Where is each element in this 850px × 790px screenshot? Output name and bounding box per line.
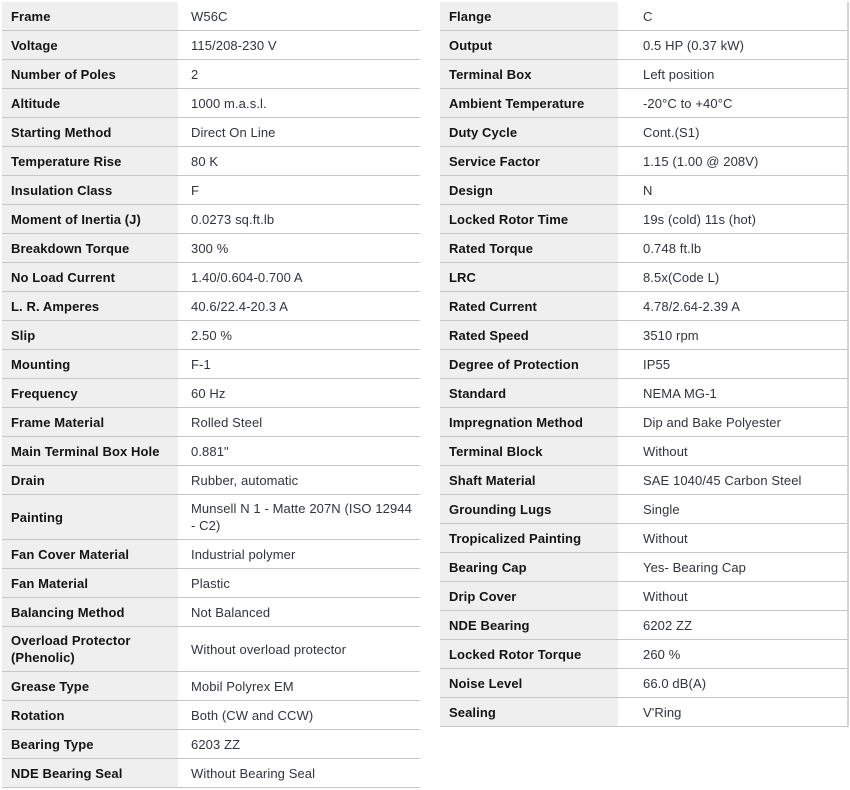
spec-value: 1000 m.a.s.l.	[191, 95, 267, 111]
spec-value: 2	[191, 66, 199, 82]
spec-label: Mounting	[2, 350, 178, 378]
spec-label: Starting Method	[2, 118, 178, 146]
spec-row	[440, 408, 847, 437]
spec-label: Grounding Lugs	[440, 495, 618, 523]
spec-label: Drain	[2, 466, 178, 494]
spec-label: Slip	[2, 321, 178, 349]
spec-value: Rubber, automatic	[191, 472, 299, 488]
spec-label: Drip Cover	[440, 582, 618, 610]
spec-row	[2, 350, 420, 379]
spec-value: 4.78/2.64-2.39 A	[643, 298, 741, 314]
spec-row	[2, 437, 420, 466]
spec-row	[2, 701, 420, 730]
spec-label: Service Factor	[440, 147, 618, 175]
spec-value: F	[191, 182, 200, 198]
spec-row	[2, 118, 420, 147]
spec-value: Without overload protector	[191, 641, 347, 657]
spec-row	[440, 640, 847, 669]
spec-value: Without	[643, 530, 688, 546]
spec-value: Not Balanced	[191, 604, 271, 620]
spec-row	[440, 205, 847, 234]
spec-row	[440, 495, 847, 524]
spec-label: Degree of Protection	[440, 350, 618, 378]
spec-label: LRC	[440, 263, 618, 291]
spec-label: Main Terminal Box Hole	[2, 437, 178, 465]
spec-row	[440, 524, 847, 553]
spec-value: 0.0273 sq.ft.lb	[191, 211, 275, 227]
spec-label: Rated Torque	[440, 234, 618, 262]
spec-row	[440, 292, 847, 321]
spec-value: Industrial polymer	[191, 546, 296, 562]
spec-value: Left position	[643, 66, 715, 82]
spec-label: Terminal Block	[440, 437, 618, 465]
spec-value: 3510 rpm	[643, 327, 699, 343]
spec-value: Single	[643, 501, 680, 517]
spec-value: 6202 ZZ	[643, 617, 693, 633]
spec-value: N	[643, 182, 653, 198]
spec-row	[2, 598, 420, 627]
spec-table-left	[2, 2, 420, 788]
spec-value: Without Bearing Seal	[191, 765, 316, 781]
spec-row	[2, 2, 420, 31]
spec-row	[2, 292, 420, 321]
spec-row	[440, 582, 847, 611]
spec-row	[440, 89, 847, 118]
spec-row	[2, 263, 420, 292]
spec-row	[2, 730, 420, 759]
spec-row	[2, 466, 420, 495]
spec-label: NDE Bearing	[440, 611, 618, 639]
spec-value: 6203 ZZ	[191, 736, 241, 752]
spec-value: 2.50 %	[191, 327, 233, 343]
spec-label: Shaft Material	[440, 466, 618, 494]
spec-row	[2, 672, 420, 701]
spec-row	[2, 408, 420, 437]
spec-value: 1.40/0.604-0.700 A	[191, 269, 303, 285]
spec-row	[2, 60, 420, 89]
spec-row	[2, 147, 420, 176]
spec-value: 0.5 HP (0.37 kW)	[643, 37, 745, 53]
spec-label: Frame Material	[2, 408, 178, 436]
spec-value: 300 %	[191, 240, 229, 256]
spec-value: Mobil Polyrex EM	[191, 678, 294, 694]
spec-value: 40.6/22.4-20.3 A	[191, 298, 289, 314]
spec-row	[440, 31, 847, 60]
spec-label: Frame	[2, 2, 178, 30]
spec-table-right	[440, 2, 849, 727]
spec-label: Ambient Temperature	[440, 89, 618, 117]
spec-label: Voltage	[2, 31, 178, 59]
spec-label: Overload Protector (Phenolic)	[2, 627, 178, 671]
spec-row	[2, 31, 420, 60]
spec-label: Flange	[440, 2, 618, 30]
spec-label: Breakdown Torque	[2, 234, 178, 262]
spec-value: Cont.(S1)	[643, 124, 700, 140]
spec-label: Bearing Cap	[440, 553, 618, 581]
spec-label: Altitude	[2, 89, 178, 117]
spec-value: NEMA MG-1	[643, 385, 717, 401]
spec-label: Rotation	[2, 701, 178, 729]
spec-row	[2, 495, 420, 540]
spec-label: Output	[440, 31, 618, 59]
spec-value: Both (CW and CCW)	[191, 707, 314, 723]
spec-value: Without	[643, 588, 688, 604]
spec-row	[2, 321, 420, 350]
spec-row	[440, 118, 847, 147]
spec-label: L. R. Amperes	[2, 292, 178, 320]
spec-value: V'Ring	[643, 704, 682, 720]
spec-value: F-1	[191, 356, 211, 372]
spec-value: Munsell N 1 - Matte 207N (ISO 12944 - C2)	[191, 501, 412, 533]
spec-label: Locked Rotor Torque	[440, 640, 618, 668]
spec-row	[2, 627, 420, 672]
spec-label: Sealing	[440, 698, 618, 726]
spec-label: Duty Cycle	[440, 118, 618, 146]
spec-label: Grease Type	[2, 672, 178, 700]
spec-label: Moment of Inertia (J)	[2, 205, 178, 233]
spec-label: NDE Bearing Seal	[2, 759, 178, 787]
spec-value: C	[643, 8, 653, 24]
spec-value: SAE 1040/45 Carbon Steel	[643, 472, 802, 488]
spec-row	[440, 147, 847, 176]
spec-row	[440, 263, 847, 292]
spec-row	[2, 569, 420, 598]
spec-row	[440, 234, 847, 263]
spec-label: Standard	[440, 379, 618, 407]
spec-label: Painting	[2, 495, 178, 539]
spec-row	[440, 437, 847, 466]
spec-label: Rated Current	[440, 292, 618, 320]
spec-value: 115/208-230 V	[191, 37, 277, 53]
spec-label: Fan Cover Material	[2, 540, 178, 568]
spec-row	[2, 234, 420, 263]
spec-label: Number of Poles	[2, 60, 178, 88]
spec-row	[440, 176, 847, 205]
spec-label: No Load Current	[2, 263, 178, 291]
spec-value: IP55	[643, 356, 671, 372]
spec-row	[440, 611, 847, 640]
spec-value: W56C	[191, 8, 228, 24]
spec-row	[440, 321, 847, 350]
spec-label: Impregnation Method	[440, 408, 618, 436]
spec-row	[440, 553, 847, 582]
spec-label: Frequency	[2, 379, 178, 407]
spec-value: 19s (cold) 11s (hot)	[643, 211, 757, 227]
spec-label: Fan Material	[2, 569, 178, 597]
spec-value: Direct On Line	[191, 124, 276, 140]
spec-label: Temperature Rise	[2, 147, 178, 175]
spec-value: 60 Hz	[191, 385, 226, 401]
spec-row	[440, 350, 847, 379]
spec-row	[2, 89, 420, 118]
spec-row	[440, 698, 847, 727]
spec-label: Terminal Box	[440, 60, 618, 88]
spec-row	[2, 176, 420, 205]
spec-label: Locked Rotor Time	[440, 205, 618, 233]
spec-value: Without	[643, 443, 688, 459]
spec-value: Dip and Bake Polyester	[643, 414, 782, 430]
spec-value: Yes- Bearing Cap	[643, 559, 747, 575]
spec-label: Bearing Type	[2, 730, 178, 758]
spec-label: Tropicalized Painting	[440, 524, 618, 552]
spec-label: Rated Speed	[440, 321, 618, 349]
spec-value: 8.5x(Code L)	[643, 269, 720, 285]
spec-label: Noise Level	[440, 669, 618, 697]
spec-value: 260 %	[643, 646, 681, 662]
spec-label: Design	[440, 176, 618, 204]
spec-value: 0.881"	[191, 443, 229, 459]
spec-row	[2, 379, 420, 408]
spec-value: 80 K	[191, 153, 219, 169]
spec-label: Insulation Class	[2, 176, 178, 204]
spec-row	[440, 669, 847, 698]
spec-row	[440, 379, 847, 408]
spec-value: Rolled Steel	[191, 414, 263, 430]
spec-row	[2, 540, 420, 569]
spec-row	[440, 60, 847, 89]
spec-row	[2, 205, 420, 234]
spec-value: 1.15 (1.00 @ 208V)	[643, 153, 759, 169]
spec-value: 66.0 dB(A)	[643, 675, 707, 691]
spec-value: Plastic	[191, 575, 230, 591]
spec-label: Balancing Method	[2, 598, 178, 626]
spec-value: -20°C to +40°C	[643, 95, 733, 111]
spec-row	[440, 2, 847, 31]
spec-row	[2, 759, 420, 788]
spec-row	[440, 466, 847, 495]
spec-value: 0.748 ft.lb	[643, 240, 702, 256]
